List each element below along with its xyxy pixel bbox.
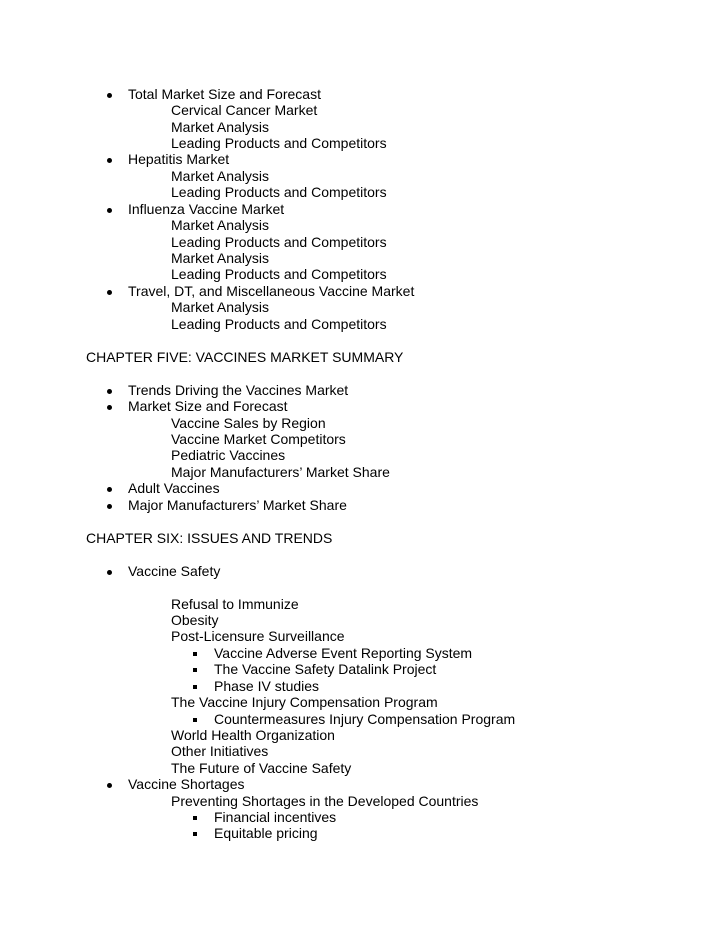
- item-label: The Vaccine Safety Datalink Project: [214, 661, 437, 677]
- sub-item: Major Manufacturers’ Market Share: [171, 464, 390, 480]
- square-bullet-icon: [193, 668, 197, 672]
- bullet-icon: [107, 487, 112, 492]
- list-item: [107, 563, 220, 579]
- sub-item: Market Analysis: [171, 119, 270, 135]
- item-label: Market Size and Forecast: [128, 398, 288, 414]
- sub-sub-item: [193, 678, 319, 694]
- list-item: [107, 201, 284, 217]
- sub-item: Leading Products and Competitors: [171, 266, 387, 282]
- item-label: Phase IV studies: [214, 678, 320, 694]
- item-label: Influenza Vaccine Market: [128, 201, 285, 217]
- sub-item: Other Initiatives: [171, 743, 269, 759]
- bullet-icon: [107, 504, 112, 509]
- list-item: [107, 86, 321, 102]
- list-item: [107, 283, 414, 299]
- sub-item: Market Analysis: [171, 299, 270, 315]
- list-item: [107, 776, 244, 792]
- item-label: Countermeasures Injury Compensation Program: [214, 711, 516, 727]
- item-label: Financial incentives: [214, 809, 337, 825]
- sub-item: Leading Products and Competitors: [171, 234, 387, 250]
- item-label: Travel, DT, and Miscellaneous Vaccine Market: [128, 283, 415, 299]
- bullet-icon: [107, 158, 112, 163]
- item-label: Hepatitis Market: [128, 151, 230, 167]
- sub-item: Pediatric Vaccines: [171, 447, 286, 463]
- sub-item: Vaccine Market Competitors: [171, 431, 346, 447]
- sub-sub-item: [193, 661, 436, 677]
- sub-item: Vaccine Sales by Region: [171, 415, 326, 431]
- bullet-icon: [107, 783, 112, 788]
- item-label: Trends Driving the Vaccines Market: [128, 382, 349, 398]
- square-bullet-icon: [193, 718, 197, 722]
- bullet-icon: [107, 93, 112, 98]
- bullet-icon: [107, 290, 112, 295]
- sub-item: The Vaccine Injury Compensation Program: [171, 694, 438, 710]
- bullet-icon: [107, 389, 112, 394]
- sub-item: The Future of Vaccine Safety: [171, 760, 352, 776]
- bullet-icon: [107, 208, 112, 213]
- sub-item: Obesity: [171, 612, 219, 628]
- sub-item: Cervical Cancer Market: [171, 102, 318, 118]
- bullet-icon: [107, 405, 112, 410]
- list-item: [107, 497, 347, 513]
- sub-item: Post-Licensure Surveillance: [171, 628, 345, 644]
- sub-item: Market Analysis: [171, 217, 270, 233]
- list-item: [107, 480, 220, 496]
- item-label: Major Manufacturers’ Market Share: [128, 497, 347, 513]
- list-item: [107, 382, 348, 398]
- bullet-icon: [107, 570, 112, 575]
- sub-item: Leading Products and Competitors: [171, 184, 387, 200]
- square-bullet-icon: [193, 685, 197, 689]
- sub-item: World Health Organization: [171, 727, 335, 743]
- sub-sub-item: [193, 711, 515, 727]
- square-bullet-icon: [193, 816, 197, 820]
- sub-item: Refusal to Immunize: [171, 596, 299, 612]
- list-item: [107, 398, 288, 414]
- item-label: Total Market Size and Forecast: [128, 86, 321, 102]
- sub-item: Leading Products and Competitors: [171, 135, 387, 151]
- chapter-heading: CHAPTER FIVE: VACCINES MARKET SUMMARY: [86, 349, 404, 365]
- square-bullet-icon: [193, 832, 197, 836]
- item-label: Vaccine Safety: [128, 563, 221, 579]
- item-label: Equitable pricing: [214, 825, 318, 841]
- sub-item: Market Analysis: [171, 250, 270, 266]
- sub-sub-item: [193, 809, 336, 825]
- sub-item: Preventing Shortages in the Developed Countries: [171, 793, 479, 809]
- sub-sub-item: [193, 645, 472, 661]
- list-item: [107, 151, 229, 167]
- sub-item: Market Analysis: [171, 168, 270, 184]
- sub-sub-item: [193, 825, 318, 841]
- sub-item: Leading Products and Competitors: [171, 316, 387, 332]
- chapter-heading: CHAPTER SIX: ISSUES AND TRENDS: [86, 530, 333, 546]
- item-label: Vaccine Shortages: [128, 776, 245, 792]
- item-label: Vaccine Adverse Event Reporting System: [214, 645, 473, 661]
- square-bullet-icon: [193, 652, 197, 656]
- item-label: Adult Vaccines: [128, 480, 220, 496]
